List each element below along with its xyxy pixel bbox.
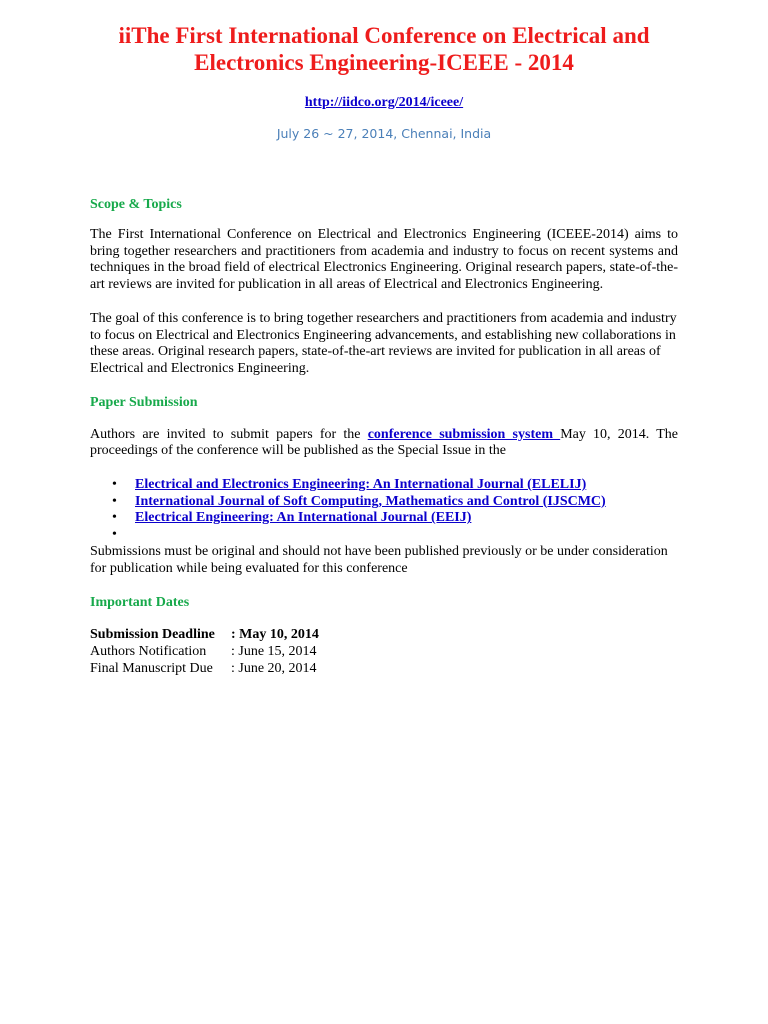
document-page (90, 22, 678, 677)
url-line (90, 94, 678, 112)
date-label: Authors Notification (90, 643, 207, 659)
journal-link-elelij[interactable]: Electrical and Electronics Engineering: An International Journal (ELELIJ) (135, 477, 587, 493)
scope-paragraph-1: The First International Conference on Electrical and Electronics Engineering (ICEEE-2014) aims to bring together researchers and practitioners from academia and industry to focus on recent systems and techniques in the broad field of electrical Electronics Engineering. Original research papers, state-of-the-art reviews are invited for publication in all areas of Electrical and Electronics Engineering. (90, 227, 678, 293)
submission-intro-before: Authors are invited to submit papers for the (90, 426, 368, 442)
journal-link-eeij[interactable]: Electrical Engineering: An International Journal (EEIJ) (135, 510, 472, 526)
journal-link-ijscmc[interactable]: International Journal of Soft Computing, Mathematics and Control (IJSCMC) (135, 493, 606, 509)
date-value: : June 20, 2014 (231, 660, 317, 676)
submission-heading: Paper Submission (90, 394, 198, 410)
list-item (90, 527, 678, 544)
list-item (90, 494, 678, 511)
bullet: • (112, 477, 117, 493)
scope-paragraph-2: The goal of this conference is to bring together researchers and practitioners from academia and industry to focus on Electrical and Electronics Engineering advancements, and establishing new collaborations in these areas. Original research papers, state-of-the-art reviews are invited for publication in all areas of Electrical and Electronics Engineering. (90, 310, 677, 376)
table-row (90, 661, 319, 678)
submission-paragraph (90, 427, 678, 460)
bullet: • (112, 527, 117, 543)
journal-list (90, 477, 678, 544)
conference-url-link[interactable]: http://iidco.org/2014/iceee/ (304, 95, 464, 110)
submission-note: Submissions must be original and should not have been published previously or be under consideration for publication while being evaluated for this conference (90, 543, 668, 576)
date-value: : May 10, 2014 (231, 627, 319, 643)
scope-heading: Scope & Topics (90, 197, 182, 212)
conference-submission-system-link[interactable]: conference submission system (367, 426, 561, 442)
title-line-2: Electronics Engineering-ICEEE - 2014 (194, 50, 574, 75)
date-value: : June 15, 2014 (231, 643, 317, 659)
date-label: Submission Deadline (90, 627, 215, 643)
dates-heading: Important Dates (90, 595, 190, 611)
table-row (90, 627, 319, 644)
important-dates-table (90, 627, 319, 677)
list-item (90, 510, 678, 527)
bullet: • (112, 510, 117, 526)
date-location: July 26 ~ 27, 2014, Chennai, India (276, 126, 492, 141)
title-line-1: iiThe First International Conference on Electrical and (118, 23, 650, 48)
date-label: Final Manuscript Due (90, 660, 213, 676)
conference-title (90, 22, 678, 76)
table-row (90, 644, 319, 661)
bullet: • (112, 493, 117, 509)
submission-intro-after: May 10, 2014. The proceedings of the conference will be published as the Special Issue in the (90, 426, 678, 459)
list-item (90, 477, 678, 494)
